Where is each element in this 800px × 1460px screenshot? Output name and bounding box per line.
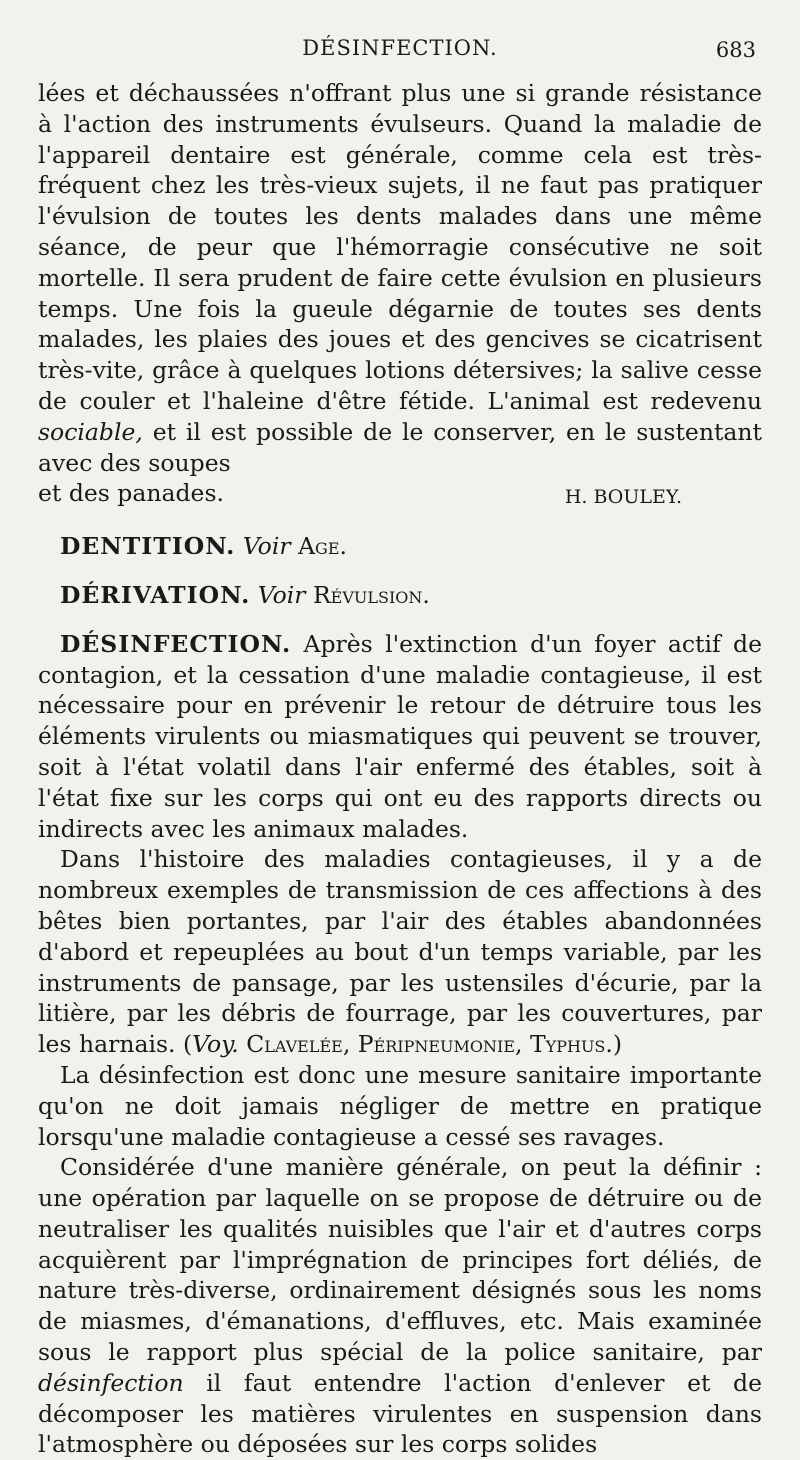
entry-desinfection (38, 629, 762, 845)
italic-term: désinfection (38, 1368, 184, 1397)
last-line: et des panades. (38, 479, 224, 508)
continuation-text-2: et il est possible de le conserver, en le sustentant avec des soupes (38, 417, 762, 477)
page-header (0, 36, 800, 70)
continuation-paragraph (38, 78, 762, 478)
italic-word: sociable, (38, 417, 143, 446)
signature-line (38, 478, 762, 513)
paragraph-3: La désinfection est donc une mesure sanitaire importante qu'on ne doit jamais négliger de mettre en pratique lorsqu'une maladie contagieuse a cessé ses ravages. (38, 1060, 762, 1151)
paragraph-text: Considérée d'une manière générale, on peut la définir : une opération par laquelle on se propose de détruire ou de neutraliser les qualités nuisibles que l'air et d'autres corps acquièrent par l'imprégnation de principes fort déliés, de nature très-diverse, ordinairement désignés sous les noms de miasmes, d'émanations, d'effluves, etc. Mais examinée sous le rapport plus spécial de la police sanitaire, par (38, 1153, 762, 1367)
headword: DÉSINFECTION. (60, 629, 292, 658)
entry-derivation (38, 580, 762, 611)
paragraph-2 (38, 844, 762, 1060)
paragraph-text: Dans l'histoire des maladies contagieuses, il y a de nombreux exemples de transmission de ces affections à des bêtes bien portantes, par l'air des étables abandonnées d'abord et repeuplées au bout d'un temps variable, par les instruments de pansage, par les ustensiles d'écurie, par la litière, par les débris de fourrage, par les couvertures, par les harnais. ( (38, 845, 762, 1059)
voir-label: Voir (257, 580, 306, 609)
closing-paren: ) (612, 1030, 623, 1059)
entry-dentition (38, 531, 762, 562)
page-number: 683 (715, 38, 756, 62)
headword: DÉRIVATION. (60, 580, 251, 609)
headword: DENTITION. (60, 532, 236, 561)
paragraph-4 (38, 1152, 762, 1460)
running-title: DÉSINFECTION. (302, 36, 498, 60)
voy-label: Voy. (192, 1030, 239, 1059)
cross-references: Clavelée, Péripneumonie, Typhus. (238, 1030, 613, 1059)
cross-reference: Age. (298, 532, 347, 561)
paragraph-text: Après l'extinction d'un foyer actif de contagion, et la cessation d'une maladie contagieuse, il est nécessaire pour en prévenir le retour de détruire tous les éléments virulents ou miasmatiques qui peuvent se trouver, soit à l'état volatil dans l'air enfermé des étables, soit à l'état fixe sur les corps qui ont eu des rapports directs ou indirects avec les animaux malades. (38, 629, 762, 843)
continuation-text: lées et déchaussées n'offrant plus une si grande résistance à l'action des instruments évulseurs. Quand la maladie de l'appareil dentaire est générale, comme cela est très-fréquent chez les très-vieux sujets, il ne faut pas pratiquer l'évulsion de toutes les dents malades dans une même séance, de peur que l'hémorragie consécutive ne soit mortelle. Il sera prudent de faire cette évulsion en plusieurs temps. Une fois la gueule dégarnie de toutes ses dents malades, les plaies des joues et des gencives se cicatrisent très-vite, grâce à quelques lotions détersives; la salive cesse de couler et l'haleine d'être fétide. L'animal est redevenu (38, 79, 762, 415)
paragraph-text-end: il faut entendre l'action d'enlever et de décomposer les matières virulentes en suspension dans l'atmosphère ou déposées sur les corps solides (38, 1368, 762, 1459)
cross-reference: Révulsion. (312, 580, 430, 609)
author-signature: H. BOULEY. (564, 486, 682, 509)
body-text (38, 78, 762, 1460)
voir-label: Voir (242, 532, 291, 561)
